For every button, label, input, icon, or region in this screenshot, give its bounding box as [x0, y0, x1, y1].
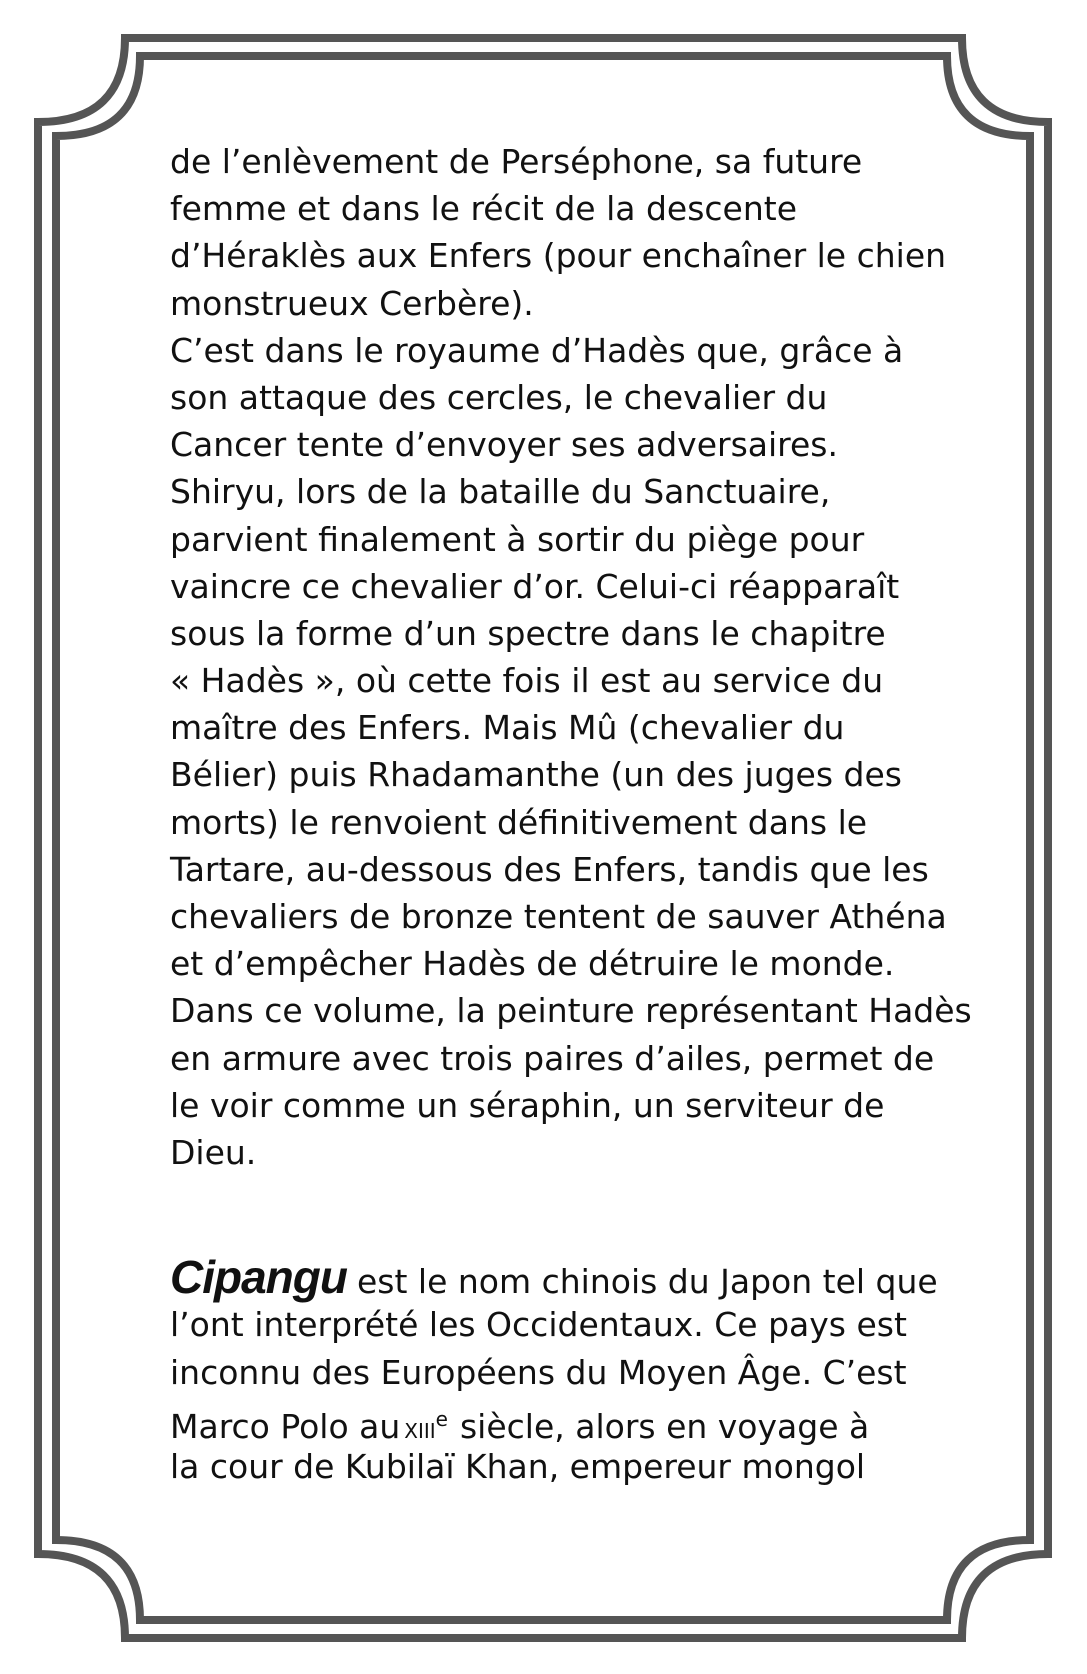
text-line: vaincre ce chevalier d’or. Celui-ci réapparaît [170, 566, 900, 606]
text-line: femme et dans le récit de la descente [170, 189, 798, 229]
text-line: Bélier) puis Rhadamanthe (un des juges des [170, 755, 902, 795]
text-line: de l’enlèvement de Perséphone, sa future [170, 142, 863, 181]
text-line: sous la forme d’un spectre dans le chapitre [170, 613, 886, 653]
term-definition-start: est le nom chinois du Japon tel que [356, 1262, 938, 1302]
century-roman-numeral: XIII [404, 1418, 436, 1443]
text-line: Tartare, au-dessous des Enfers, tandis que les [170, 849, 929, 889]
century-prefix: Marco Polo au [170, 1406, 401, 1446]
text-line: en armure avec trois paires d’ailes, permet de [170, 1038, 935, 1078]
text-line: l’ont interprété les Occidentaux. Ce pays est [170, 1305, 907, 1345]
text-line: la cour de Kubilaï Khan, empereur mongol [170, 1446, 866, 1486]
text-line: Shiryu, lors de la bataille du Sanctuaire, [170, 472, 831, 512]
text-body [170, 138, 972, 1490]
paragraph-cipangu [170, 1251, 940, 1490]
text-line: Dans ce volume, la peinture représentant Hadès [170, 991, 972, 1031]
century-rest: siècle, alors en voyage à [459, 1406, 870, 1446]
text-line: Cancer tente d’envoyer ses adversaires. [170, 425, 838, 465]
text-line: maître des Enfers. Mais Mû (chevalier du [170, 708, 845, 748]
text-line: Dieu. [170, 1132, 257, 1172]
text-line: C’est dans le royaume d’Hadès que, grâce à [170, 330, 904, 370]
text-line [170, 1251, 940, 1304]
text-line: morts) le renvoient définitivement dans le [170, 802, 868, 842]
text-line: monstrueux Cerbère). [170, 283, 534, 323]
text-line: son attaque des cercles, le chevalier du [170, 377, 828, 417]
paragraph-hades [170, 138, 972, 1176]
text-line: inconnu des Européens du Moyen Âge. C’est [170, 1352, 907, 1392]
text-line: parvient finalement à sortir du piège pour [170, 519, 865, 559]
text-line: le voir comme un séraphin, un serviteur de [170, 1085, 885, 1125]
glossary-term: Cipangu [170, 1251, 347, 1304]
text-line: d’Héraklès aux Enfers (pour enchaîner le chien [170, 236, 947, 276]
paragraph-spacer [170, 1176, 940, 1254]
text-line: « Hadès », où cette fois il est au service du [170, 661, 884, 701]
century-superscript: e [435, 1406, 448, 1431]
text-line [170, 1396, 940, 1446]
text-line: chevaliers de bronze tentent de sauver Athéna [170, 897, 947, 936]
text-line: et d’empêcher Hadès de détruire le monde. [170, 944, 895, 984]
